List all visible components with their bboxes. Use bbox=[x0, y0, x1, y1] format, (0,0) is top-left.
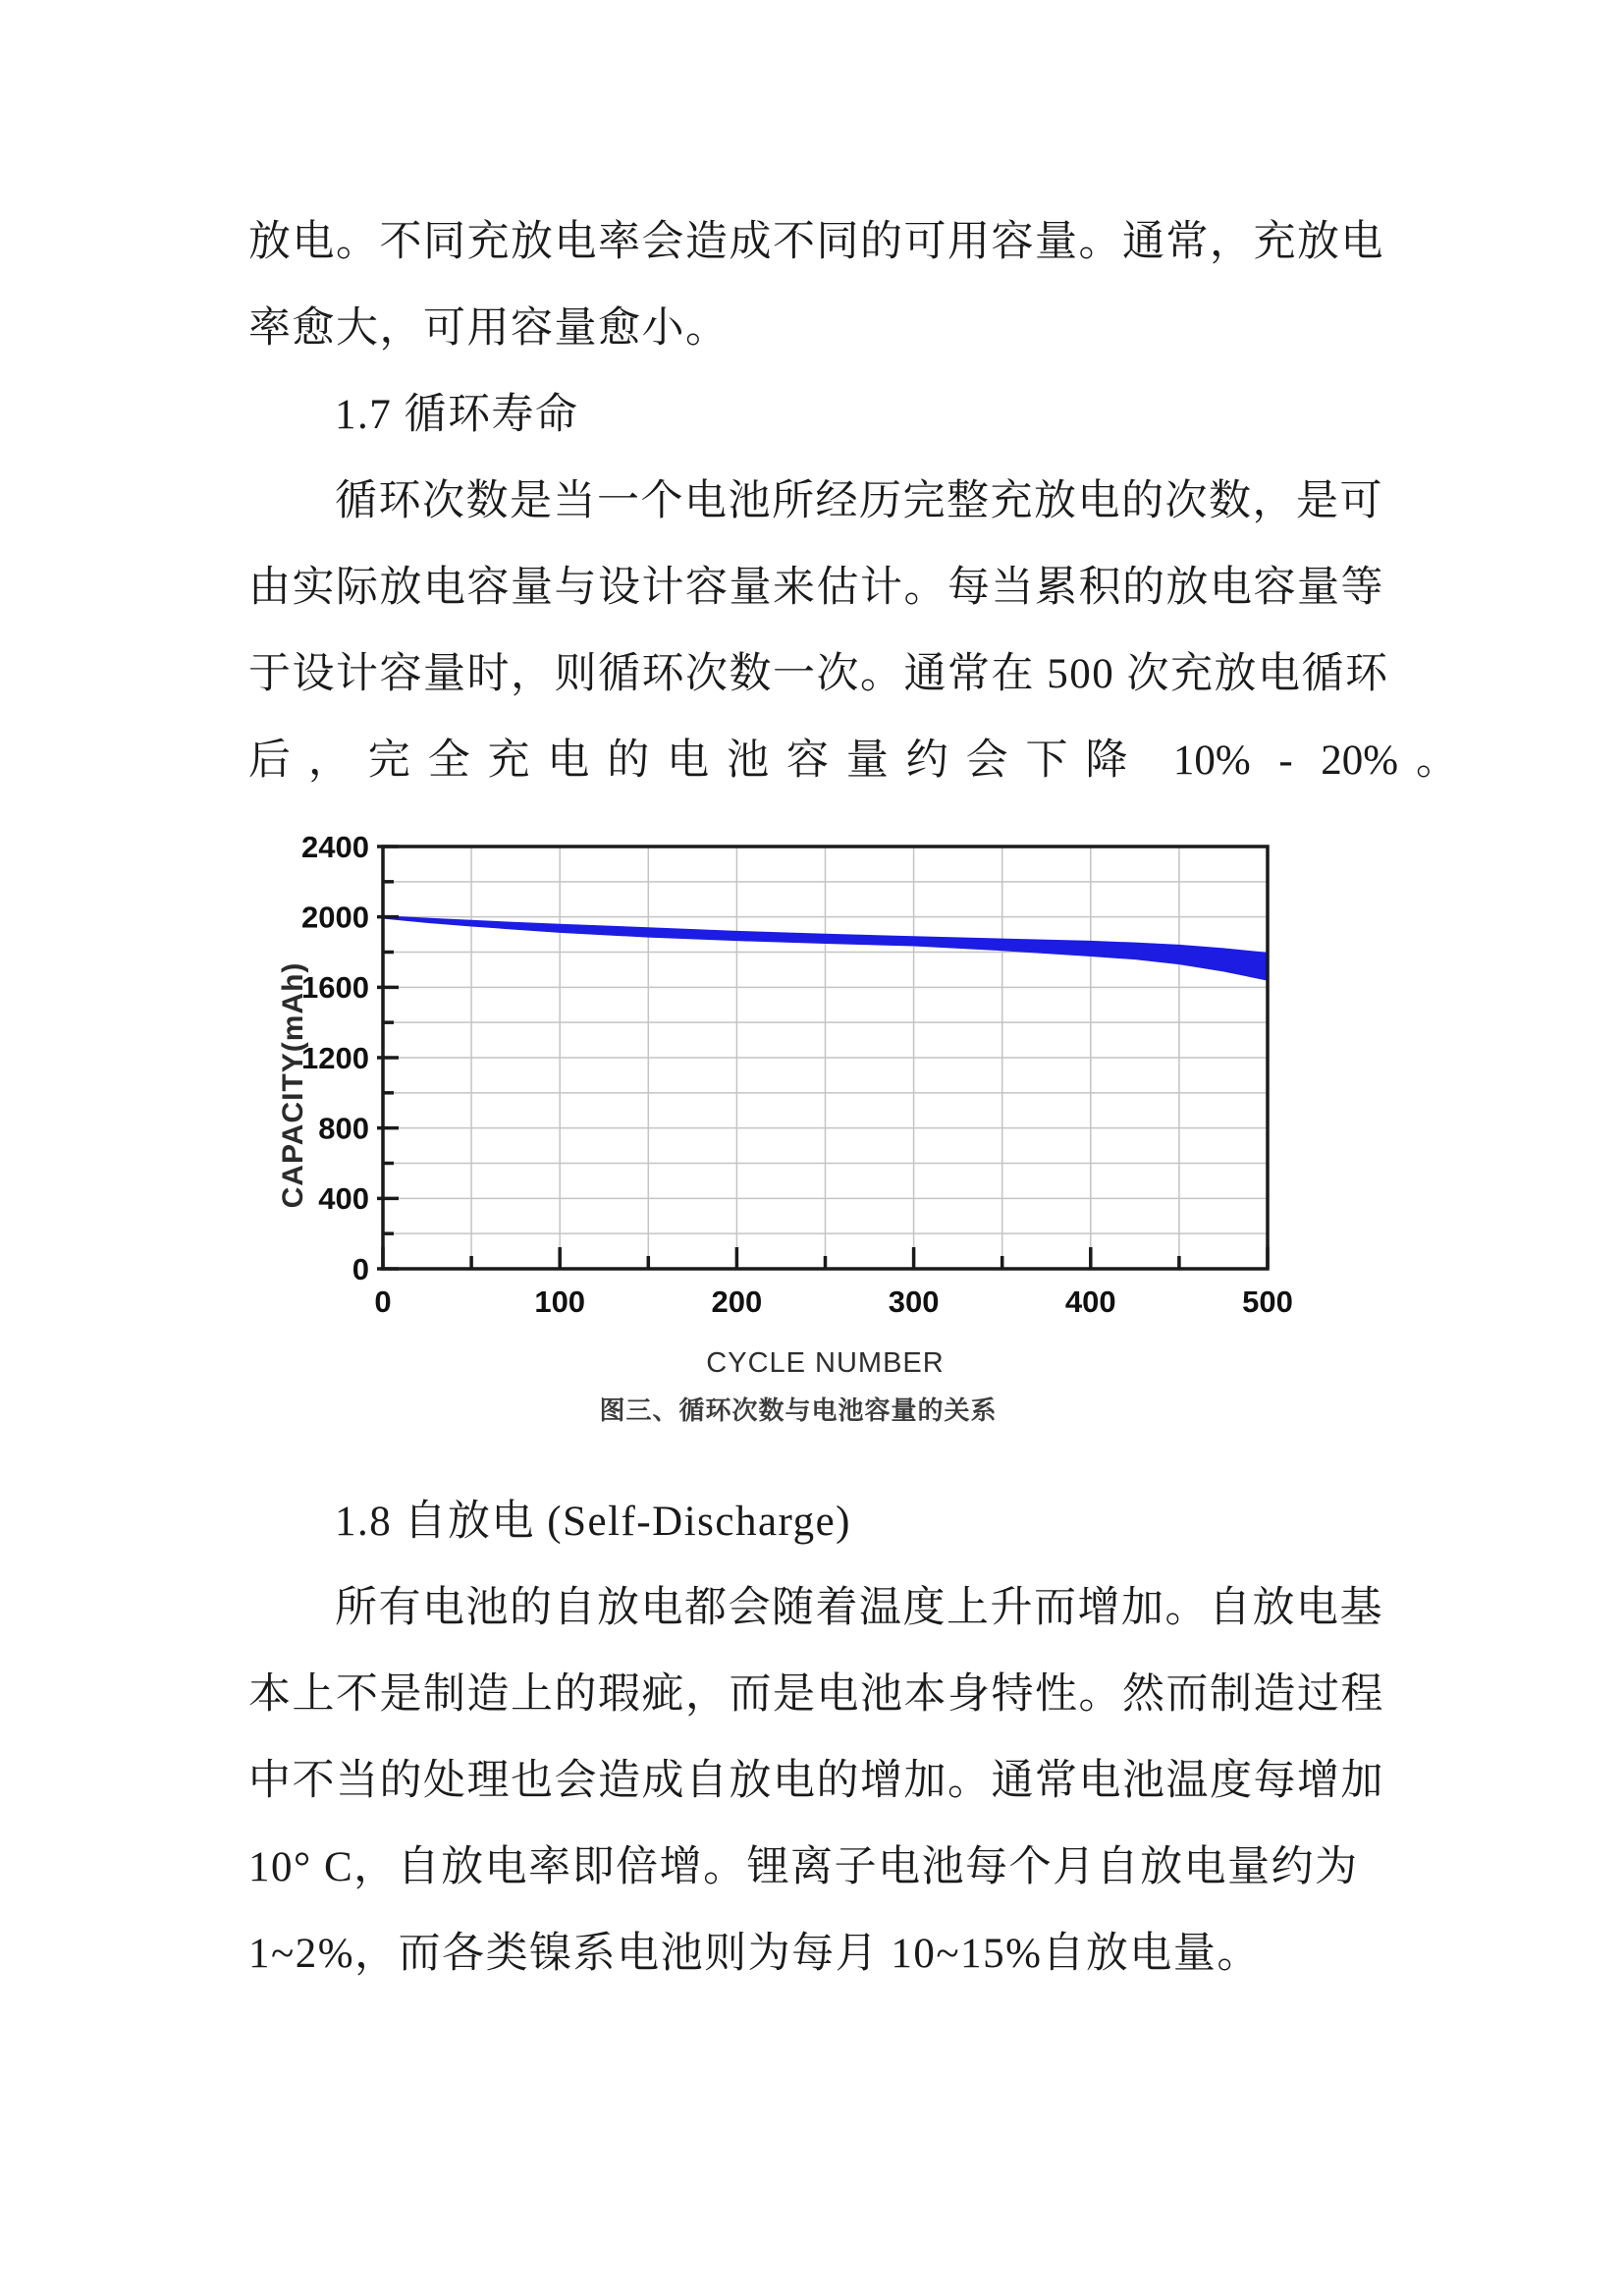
x-tick-label: 500 bbox=[1242, 1285, 1293, 1319]
paragraph-line: 后，完全充电的电池容量约会下降 10% - 20%。 bbox=[248, 738, 1458, 784]
paragraph-line: 放电。不同充放电率会造成不同的可用容量。通常，充放电 bbox=[248, 219, 1384, 265]
x-tick-label: 200 bbox=[711, 1285, 763, 1319]
y-tick-label: 1600 bbox=[301, 970, 369, 1006]
x-tick-label: 0 bbox=[374, 1285, 392, 1319]
paragraph-line: 10° C，自放电率即倍增。锂离子电池每个月自放电量约为 bbox=[248, 1844, 1359, 1890]
section-heading-1-7: 1.7 循环寿命 bbox=[335, 392, 579, 438]
y-tick-label: 2000 bbox=[301, 900, 369, 935]
paragraph-block-bottom bbox=[248, 1479, 1458, 1997]
paragraph-line: 1~2%，而各类镍系电池则为每月 10~15%自放电量。 bbox=[248, 1931, 1261, 1977]
figure-caption: 图三、循环次数与电池容量的关系 bbox=[599, 1395, 998, 1425]
paragraph-block-top bbox=[248, 199, 1458, 804]
y-axis-title: CAPACITY(mAh) bbox=[277, 961, 309, 1209]
paragraph-line: 本上不是制造上的瑕疵，而是电池本身特性。然而制造过程 bbox=[248, 1671, 1384, 1718]
y-tick-label: 2400 bbox=[301, 830, 369, 864]
capacity-cycle-chart bbox=[245, 830, 1351, 1439]
paragraph-line: 率愈大，可用容量愈小。 bbox=[248, 305, 730, 352]
paragraph-line: 所有电池的自放电都会随着温度上升而增加。自放电基 bbox=[335, 1585, 1383, 1631]
x-tick-label: 100 bbox=[534, 1285, 586, 1319]
y-tick-label: 1200 bbox=[301, 1040, 369, 1075]
y-tick-label: 0 bbox=[352, 1251, 369, 1286]
paragraph-line: 循环次数是当一个电池所经历完整充放电的次数，是可 bbox=[335, 478, 1383, 524]
x-tick-label: 300 bbox=[888, 1285, 940, 1319]
paragraph-line: 于设计容量时，则循环次数一次。通常在 500 次充放电循环 bbox=[248, 651, 1389, 697]
y-tick-label: 400 bbox=[318, 1181, 369, 1217]
chart-canvas bbox=[245, 830, 1351, 1439]
y-tick-label: 800 bbox=[318, 1111, 369, 1146]
x-axis-title: CYCLE NUMBER bbox=[706, 1347, 945, 1379]
x-tick-label: 400 bbox=[1064, 1285, 1116, 1319]
paragraph-line: 由实际放电容量与设计容量来估计。每当累积的放电容量等 bbox=[248, 565, 1384, 611]
paragraph-line: 中不当的处理也会造成自放电的增加。通常电池温度每增加 bbox=[248, 1758, 1384, 1804]
section-heading-1-8: 1.8 自放电 (Self-Discharge) bbox=[335, 1499, 852, 1545]
